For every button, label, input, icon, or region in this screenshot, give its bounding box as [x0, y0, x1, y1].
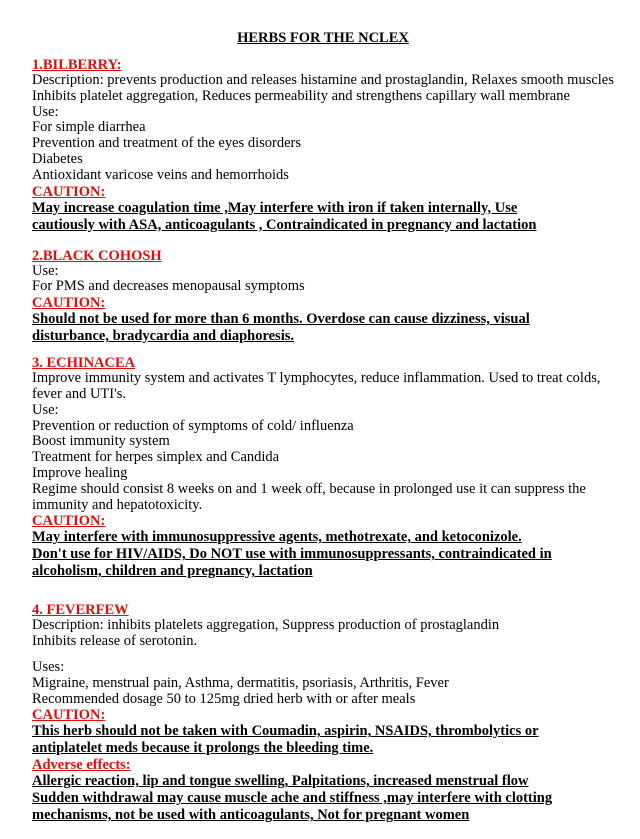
adverse-effects-text: Sudden withdrawal may cause muscle ache and stiffness ,may interfere with clotting [32, 790, 553, 807]
caution-label: CAUTION: [32, 295, 106, 312]
text-line: Use: [32, 401, 59, 418]
page-title: HERBS FOR THE NCLEX [237, 30, 409, 46]
text-line: Antioxidant varicose veins and hemorrhoids [32, 166, 289, 183]
caution-text: alcoholism, children and pregnancy, lactation [32, 563, 313, 580]
caution-text: antiplatelet meds because it prolongs the bleeding time. [32, 740, 374, 757]
text-line: Use: [32, 262, 59, 279]
text-line: Diabetes [32, 150, 83, 167]
text-line: Boost immunity system [32, 433, 170, 450]
herb-section-bilberry [32, 57, 614, 234]
herb-name: 3. ECHINACEA [32, 355, 136, 372]
caution-text: disturbance, bradycardia and diaphoresis. [32, 328, 294, 345]
text-line: immunity and hepatotoxicity. [32, 496, 203, 513]
adverse-effects-text: mechanisms, not be used with anticoagulants, Not for pregnant women [32, 807, 470, 824]
text-line: Regime should consist 8 weeks on and 1 week off, because in prolonged use it can suppress the [32, 480, 586, 497]
herb-section-black-cohosh [32, 248, 614, 346]
caution-text: May increase coagulation time ,May interfere with iron if taken internally, Use [32, 199, 518, 216]
text-line: Treatment for herpes simplex and Candida [32, 449, 280, 466]
herb-section-feverfew [32, 602, 614, 824]
caution-text: This herb should not be taken with Coumadin, aspirin, NSAIDS, thrombolytics or [32, 723, 539, 740]
caution-label: CAUTION: [32, 183, 106, 200]
caution-text: Don't use for HIV/AIDS, Do NOT use with immunosuppressants, contraindicated in [32, 546, 552, 563]
herb-name: 2.BLACK COHOSH [32, 247, 162, 264]
text-line: Uses: [32, 658, 65, 675]
caution-text: May interfere with immunosuppressive agents, methotrexate, and ketoconizole. [32, 529, 522, 546]
text-line: Prevention or reduction of symptoms of cold/ influenza [32, 417, 354, 434]
herb-name: 4. FEVERFEW [32, 602, 129, 619]
text-line: Migraine, menstrual pain, Asthma, dermatitis, psoriasis, Arthritis, Fever [32, 674, 449, 691]
text-line: Recommended dosage 50 to 125mg dried herb with or after meals [32, 690, 416, 707]
adverse-effects-label: Adverse effects: [32, 757, 131, 774]
text-line: Inhibits release of serotonin. [32, 633, 198, 650]
text-line: For simple diarrhea [32, 119, 146, 136]
text-line: Description: inhibits platelets aggregation, Suppress production of prostaglandin [32, 617, 500, 634]
adverse-effects-text: Allergic reaction, lip and tongue swelling, Palpitations, increased menstrual flow [32, 773, 529, 790]
text-line: Improve immunity system and activates T lymphocytes, reduce inflammation. Used to treat colds, [32, 370, 601, 387]
text-line: Improve healing [32, 464, 128, 481]
text-line: Use: [32, 103, 59, 120]
herb-section-echinacea [32, 355, 614, 580]
text-line: Prevention and treatment of the eyes disorders [32, 135, 301, 152]
text-line: Description: prevents production and releases histamine and prostaglandin, Relaxes smooth muscles [32, 72, 614, 88]
caution-label: CAUTION: [32, 513, 106, 530]
caution-text: cautiously with ASA, anticoagulants , Contraindicated in pregnancy and lactation [32, 216, 537, 233]
text-line: fever and UTI's. [32, 385, 127, 402]
herb-name: 1.BILBERRY: [32, 57, 122, 73]
text-line: Inhibits platelet aggregation, Reduces permeability and strengthens capillary wall membrane [32, 87, 570, 104]
caution-text: Should not be used for more than 6 months. Overdose can cause dizziness, visual [32, 311, 530, 328]
caution-label: CAUTION: [32, 707, 106, 724]
text-line: For PMS and decreases menopausal symptoms [32, 278, 305, 295]
